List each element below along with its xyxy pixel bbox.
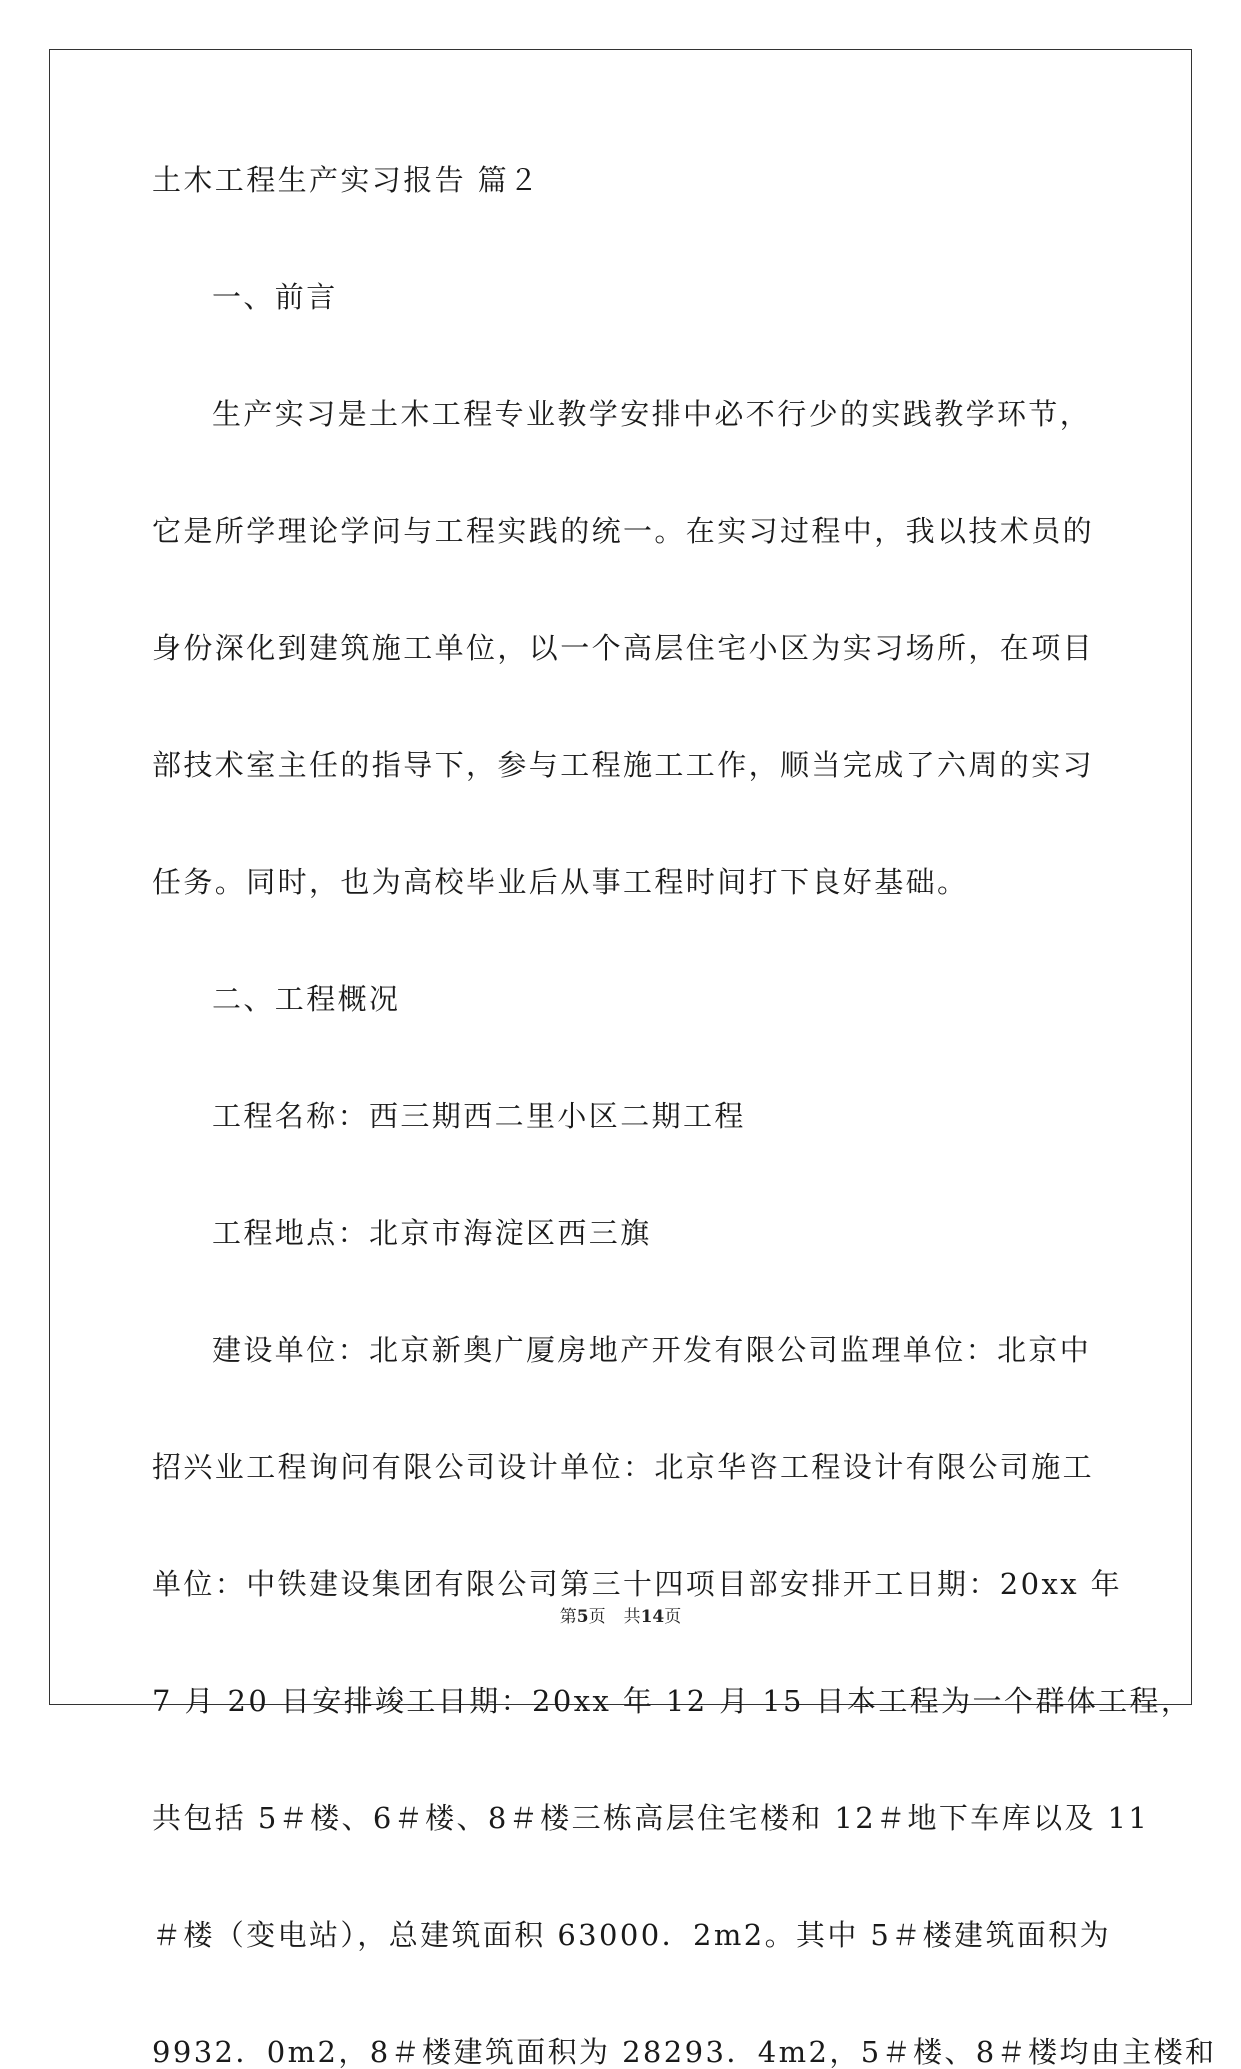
text-line: 身份深化到建筑施工单位，以一个高层住宅小区为实习场所，在项目: [152, 631, 1095, 665]
text-line: 任务。同时，也为高校毕业后从事工程时间打下良好基础。: [152, 865, 969, 899]
text-line: 工程名称：西三期西二里小区二期工程: [212, 1099, 746, 1133]
text-line: 工程地点：北京市海淀区西三旗: [212, 1216, 652, 1250]
document-body: [152, 163, 1217, 2069]
text-line: 单位：中铁建设集团有限公司第三十四项目部安排开工日期：20xx 年: [152, 1567, 1123, 1601]
text-line: 建设单位：北京新奥广厦房地产开发有限公司监理单位：北京中: [212, 1333, 1092, 1367]
page-number: 5: [576, 1607, 589, 1627]
page-footer: [0, 1607, 1241, 1627]
page-prefix: 第: [559, 1607, 577, 1627]
text-line: 部技术室主任的指导下，参与工程施工工作，顺当完成了六周的实习: [152, 748, 1095, 782]
text-line: 共包括 5＃楼、6＃楼、8＃楼三栋高层住宅楼和 12＃地下车库以及 11: [152, 1801, 1150, 1835]
paragraph-lines: [152, 195, 1217, 2069]
page-suffix: 页: [588, 1607, 606, 1627]
text-line: 9932．0m2，8＃楼建筑面积为 28293．4m2，5＃楼、8＃楼均由主楼和: [152, 2035, 1217, 2069]
total-pages: 14: [640, 1607, 665, 1627]
total-suffix: 页: [664, 1607, 682, 1627]
document-title: 土木工程生产实习报告 篇２: [152, 163, 541, 197]
text-line: 7 月 20 日安排竣工日期：20xx 年 12 月 15 日本工程为一个群体工程，: [152, 1684, 1193, 1718]
text-line: 一、前言: [212, 280, 338, 314]
text-line: 它是所学理论学问与工程实践的统一。在实习过程中，我以技术员的: [152, 514, 1095, 548]
total-prefix: 共: [623, 1607, 641, 1627]
text-line: 生产实习是土木工程专业教学安排中必不行少的实践教学环节，: [212, 397, 1092, 431]
text-line: 二、工程概况: [212, 982, 401, 1016]
text-line: 招兴业工程询问有限公司设计单位：北京华咨工程设计有限公司施工: [152, 1450, 1095, 1484]
text-line: ＃楼（变电站），总建筑面积 63000．2m2。其中 5＃楼建筑面积为: [152, 1918, 1112, 1952]
